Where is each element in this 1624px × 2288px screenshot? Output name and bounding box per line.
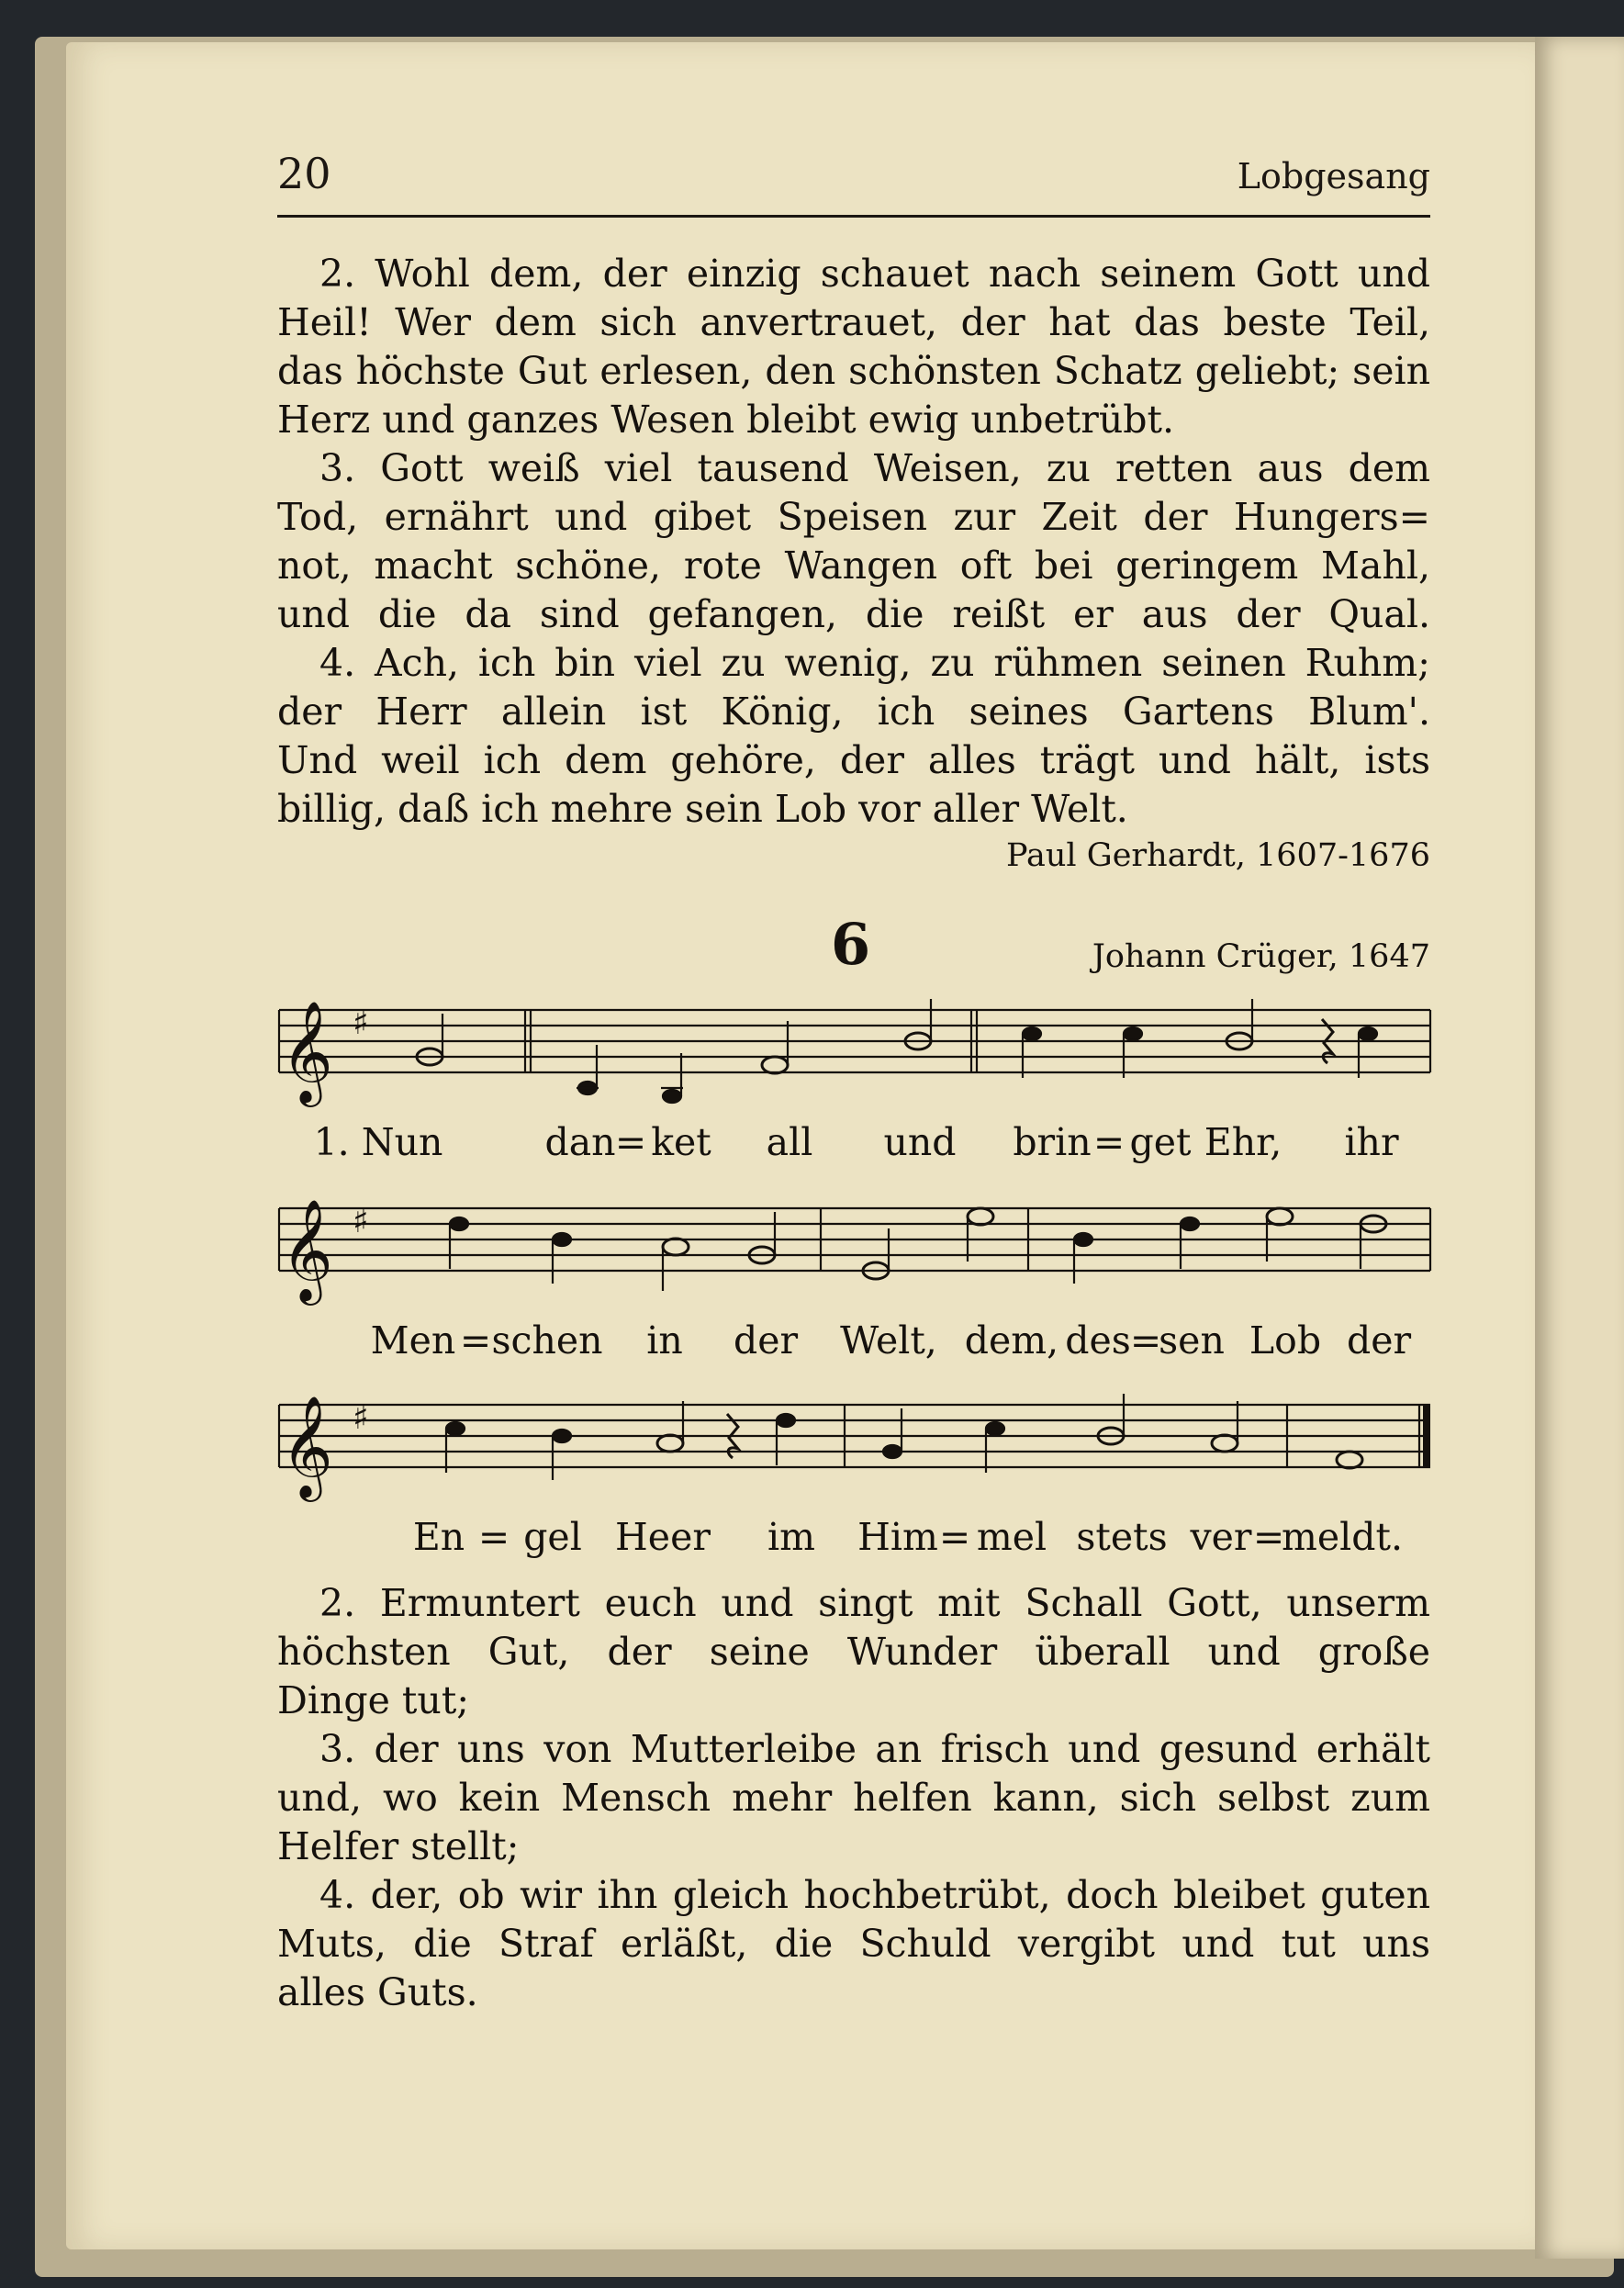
page-header (277, 149, 1430, 213)
verse-line: 4. Ach, ich bin viel zu wenig, zu rühmen seinen Ruhm; (319, 641, 1430, 685)
lyric-syllable: brin (1013, 1120, 1092, 1164)
lyric-syllable: der (1346, 1318, 1412, 1363)
lyric-syllable: 1. Nun (313, 1120, 443, 1164)
lyric-syllable: Men (370, 1318, 456, 1363)
lyric-syllable: Ehr, (1204, 1120, 1282, 1164)
following-verses (277, 1579, 1430, 2017)
lyric-syllable: und (883, 1120, 957, 1164)
verse-line: 3. Gott weiß viel tausend Weisen, zu retten aus dem (319, 446, 1430, 490)
lyric-syllable: mel (976, 1515, 1047, 1559)
verse-line: billig, daß ich mehre sein Lob vor aller Welt. (277, 787, 1128, 831)
verse-line: und, wo kein Mensch mehr helfen kann, sich selbst zum (277, 1776, 1430, 1820)
page-number: 20 (277, 149, 331, 198)
lyric-hyphen: = (1129, 1318, 1162, 1363)
hymn-number: 6 (831, 911, 871, 978)
lyric-syllable: Heer (615, 1515, 711, 1559)
final-barline (1423, 1405, 1430, 1467)
key-signature-sharp-icon: ♯ (353, 1203, 369, 1240)
verse-line: 2. Wohl dem, der einzig schauet nach seinem Gott und (319, 252, 1430, 296)
composer-credit: Johann Crüger, 1647 (1092, 938, 1430, 975)
verse-line: der Herr allein ist König, ich seines Gartens Blum'. (277, 690, 1430, 734)
lyric-syllable: meldt. (1281, 1515, 1404, 1559)
treble-clef-icon: 𝄞 (281, 1198, 333, 1301)
lyric-hyphen: = (459, 1318, 492, 1363)
verse-line: das höchste Gut erlesen, den schönsten Schatz geliebt; sein (277, 349, 1430, 393)
lyrics-line-3 (277, 1515, 1430, 1566)
treble-clef-icon: 𝄞 (281, 1000, 333, 1103)
lyric-syllable: ket (651, 1120, 711, 1164)
lyric-hyphen: = (938, 1515, 971, 1559)
verse-line: und die da sind gefangen, die reißt er aus der Qual. (277, 592, 1430, 636)
verse-line: Tod, ernährt und gibet Speisen zur Zeit der Hungers= (277, 495, 1430, 539)
author-attribution: Paul Gerhardt, 1607-1676 (1006, 837, 1430, 874)
lyric-syllable: der (733, 1318, 799, 1363)
previous-hymn-verses (277, 250, 1430, 834)
lyric-syllable: schen (491, 1318, 603, 1363)
lyric-hyphen: = (477, 1515, 510, 1559)
lyric-syllable: ihr (1344, 1120, 1399, 1164)
notes (417, 999, 1377, 1103)
verse-line: 4. der, ob wir ihn gleich hochbetrübt, doch bleibet guten (319, 1873, 1430, 1917)
facing-page-edge (1535, 37, 1624, 2259)
lyric-hyphen: = (1252, 1515, 1285, 1559)
lyric-syllable: Welt, (840, 1318, 937, 1363)
notes (450, 1208, 1386, 1291)
key-signature-sharp-icon: ♯ (353, 1004, 369, 1042)
verse-line: alles Guts. (277, 1970, 478, 2014)
verse-line: Muts, die Straf erläßt, die Schuld vergibt und tut uns (277, 1922, 1430, 1966)
verse-line: 3. der uns von Mutterleibe an frisch und gesund erhält (319, 1727, 1430, 1771)
verse-line: Helfer stellt; (277, 1824, 520, 1868)
lyric-syllable: Lob (1249, 1318, 1322, 1363)
lyrics-line-2 (277, 1318, 1430, 1370)
verse-line: not, macht schöne, rote Wangen oft bei geringem Mahl, (277, 544, 1430, 588)
lyric-syllable: stets (1076, 1515, 1168, 1559)
lyric-syllable: get (1129, 1120, 1192, 1164)
lyric-syllable: ver (1190, 1515, 1252, 1559)
verse-line: Herz und ganzes Wesen bleibt ewig unbetrübt. (277, 398, 1174, 442)
lyric-syllable: in (646, 1318, 683, 1363)
lyric-syllable: all (766, 1120, 813, 1164)
lyric-syllable: Him (857, 1515, 938, 1559)
lyric-hyphen: = (1092, 1120, 1126, 1164)
lyric-syllable: dan (544, 1120, 616, 1164)
lyric-syllable: des (1065, 1318, 1131, 1363)
running-head: Lobgesang (1237, 156, 1430, 196)
lyric-syllable: sen (1159, 1318, 1225, 1363)
key-signature-sharp-icon: ♯ (353, 1399, 369, 1437)
verse-line: Heil! Wer dem sich anvertrauet, der hat das beste Teil, (277, 300, 1430, 344)
verse-line: Und weil ich dem gehöre, der alles trägt und hält, ists (277, 738, 1430, 782)
lyric-hyphen: = (614, 1120, 647, 1164)
verse-line: Dinge tut; (277, 1678, 470, 1722)
music-staff-1 (275, 993, 1434, 1113)
lyric-syllable: im (767, 1515, 815, 1559)
verse-line: höchsten Gut, der seine Wunder überall und große (277, 1630, 1430, 1674)
verse-line: 2. Ermuntert euch und singt mit Schall Gott, unserm (319, 1581, 1430, 1625)
lyric-syllable: gel (523, 1515, 582, 1559)
lyric-syllable: dem, (964, 1318, 1059, 1363)
header-rule (277, 215, 1430, 218)
treble-clef-icon: 𝄞 (281, 1395, 333, 1497)
music-staff-3 (275, 1388, 1434, 1508)
music-staff-2 (275, 1192, 1434, 1311)
lyrics-line-1 (277, 1120, 1430, 1172)
lyric-syllable: En (412, 1515, 465, 1559)
